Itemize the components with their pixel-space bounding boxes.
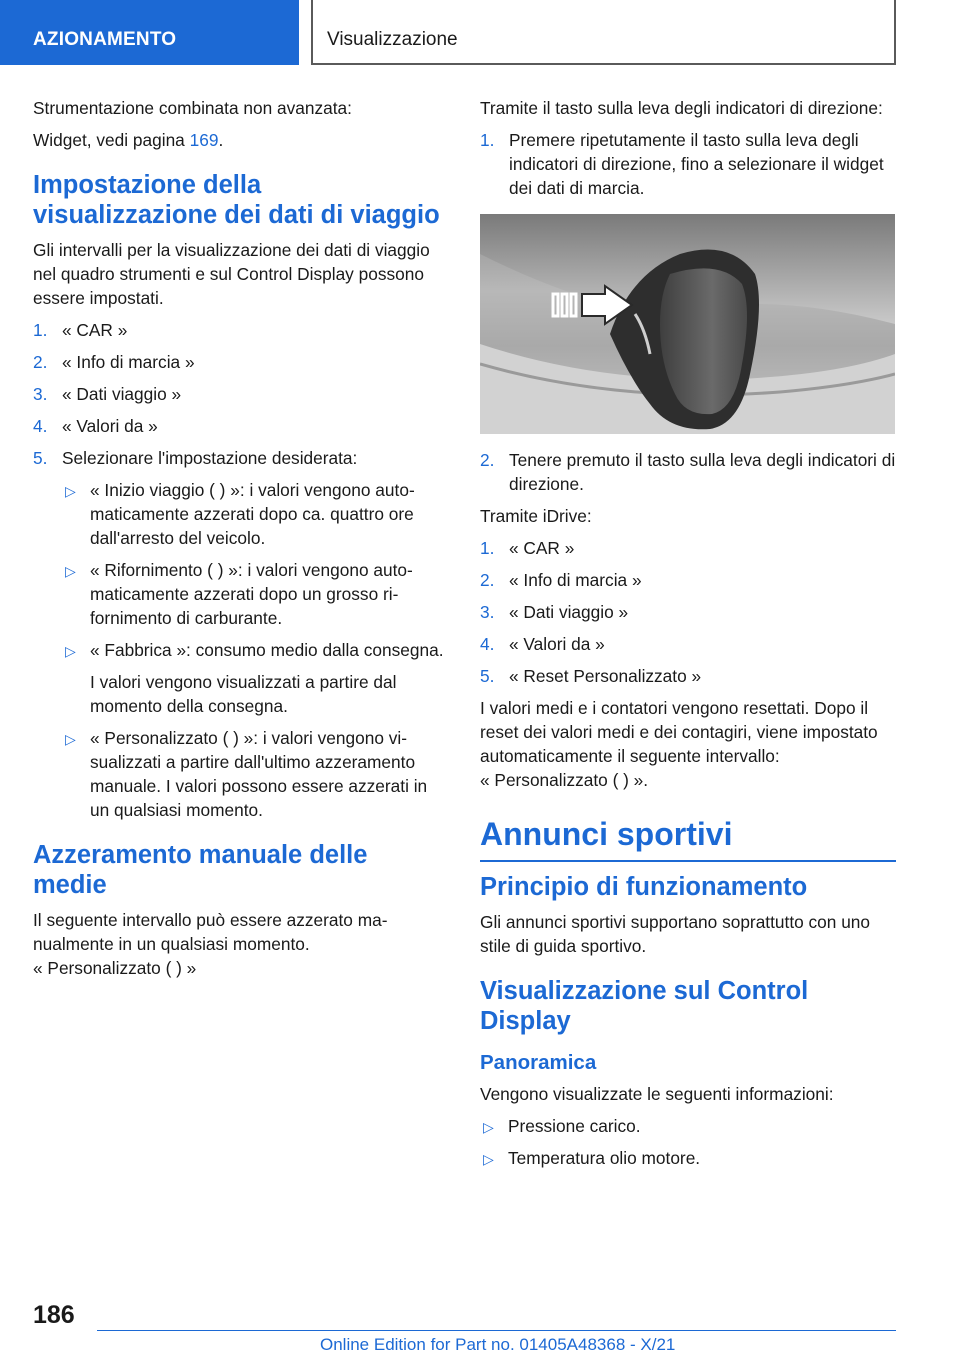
list-item xyxy=(33,446,448,822)
list-item xyxy=(480,536,896,560)
steps-list-lever xyxy=(480,128,896,200)
intro-line-2 xyxy=(33,128,448,152)
header-title: Visualizzazione xyxy=(327,29,458,50)
step-number: 1. xyxy=(33,320,48,340)
step-text: « Reset Personalizzato » xyxy=(509,666,702,686)
footer-edition-text: Online Edition for Part no. 01405A48368 - X/21 xyxy=(320,1335,676,1354)
triangle-bullet-icon: ▷ xyxy=(65,563,76,579)
list-item xyxy=(480,1114,896,1138)
page-reference-link[interactable]: 169 xyxy=(189,130,219,150)
list-item xyxy=(62,478,448,550)
paragraph-intervals: Gli intervalli per la visualizzazione dei dati di viaggio nel quadro strumenti e sul Control Display possono essere impostati. xyxy=(33,240,430,308)
list-item xyxy=(480,600,896,624)
paragraph-info-shown: Vengono visualizzate le seguenti informazioni: xyxy=(480,1084,834,1104)
intro-line-1: Strumentazione combinata non avanzata: xyxy=(33,98,352,118)
step-text: « Dati viaggio » xyxy=(509,602,629,622)
triangle-bullet-icon: ▷ xyxy=(65,643,76,659)
header-title-box xyxy=(311,0,896,65)
list-item xyxy=(33,382,448,406)
bullet-text: « Rifornimento ( ) »: i valori vengono automaticamente azzerati dopo un grosso rifornimento di carburante. xyxy=(90,560,413,628)
list-item xyxy=(480,632,896,656)
list-item xyxy=(33,414,448,438)
step-text: « CAR » xyxy=(509,538,575,558)
left-column xyxy=(33,96,448,980)
list-item xyxy=(480,568,896,592)
heading-overview: Panoramica xyxy=(480,1051,597,1074)
chapter-heading-sport-announcements: Annunci sportivi xyxy=(480,814,896,862)
header-section-label: AZIONAMENTO xyxy=(33,29,177,50)
triangle-bullet-icon: ▷ xyxy=(65,483,76,499)
paragraph-personalizzato: « Personalizzato ( ) » xyxy=(33,958,197,978)
lever-button-photo xyxy=(480,214,895,434)
bullet-text: « Personalizzato ( ) »: i valori vengono visualizzati a partire dall'ultimo azzeramento manuale. I valori possono essere azzerati in un qualsiasi momento. xyxy=(90,728,428,820)
list-item xyxy=(480,664,896,688)
step-text: « Valori da » xyxy=(62,416,158,436)
right-column xyxy=(480,96,896,1178)
triangle-bullet-icon: ▷ xyxy=(483,1119,494,1135)
list-item xyxy=(33,350,448,374)
step-text: « Dati viaggio » xyxy=(62,384,182,404)
paragraph-personalizzato-interval: « Personalizzato ( ) ». xyxy=(480,770,649,790)
step-number: 5. xyxy=(33,448,48,468)
info-bullet-list xyxy=(480,1114,896,1170)
bullet-text: « Fabbrica »: consumo medio dalla consegna. xyxy=(90,640,444,660)
step-number: 2. xyxy=(480,450,495,470)
triangle-bullet-icon: ▷ xyxy=(65,731,76,747)
list-item xyxy=(62,558,448,630)
list-item xyxy=(480,448,896,496)
paragraph-manual-reset: Il seguente intervallo può essere azzerato manualmente in un qualsiasi momento. xyxy=(33,910,388,954)
step-number: 3. xyxy=(33,384,48,404)
list-item xyxy=(33,318,448,342)
steps-list-left xyxy=(33,318,448,822)
page-number: 186 xyxy=(33,1301,75,1329)
step-number: 2. xyxy=(33,352,48,372)
paragraph-reset-result: I valori medi e i contatori vengono resettati. Dopo il reset dei valori medi e dei contagiri, viene impostato automaticamente il seguente intervallo: xyxy=(480,698,878,766)
step-text: « Valori da » xyxy=(509,634,605,654)
header-section-tab xyxy=(0,0,299,65)
step-text: Premere ripetutamente il tasto sulla leva degli indicatori di direzione, fino a selezionare il widget dei dati di marcia. xyxy=(509,130,884,198)
steps-list-lever-continued xyxy=(480,448,896,496)
options-bullet-list xyxy=(62,478,448,822)
paragraph-via-lever: Tramite il tasto sulla leva degli indicatori di direzione: xyxy=(480,98,883,118)
intro-line-2-text: Widget, vedi pagina xyxy=(33,130,190,150)
paragraph-operating-principle: Gli annunci sportivi supportano soprattutto con uno stile di guida sportivo. xyxy=(480,912,871,956)
list-item xyxy=(62,726,448,822)
step-number: 4. xyxy=(33,416,48,436)
footer-divider xyxy=(97,1330,896,1331)
bullet-text: Temperatura olio motore. xyxy=(508,1148,701,1168)
step-text: Tenere premuto il tasto sulla leva degli indicatori di direzione. xyxy=(509,450,896,494)
list-item xyxy=(480,1146,896,1170)
step-text: « Info di marcia » xyxy=(509,570,642,590)
step-number: 5. xyxy=(480,666,495,686)
bullet-text: Pressione carico. xyxy=(508,1116,641,1136)
intro-line-2-end: . xyxy=(218,130,224,150)
step-number: 4. xyxy=(480,634,495,654)
step-number: 2. xyxy=(480,570,495,590)
heading-operating-principle: Principio di funzionamento xyxy=(480,873,808,901)
triangle-bullet-icon: ▷ xyxy=(483,1151,494,1167)
heading-manual-reset: Azzeramento manuale delle medie xyxy=(33,841,368,899)
step-number: 3. xyxy=(480,602,495,622)
lever-illustration-svg xyxy=(480,214,895,434)
steps-list-idrive xyxy=(480,536,896,688)
step-number: 1. xyxy=(480,130,495,150)
step-text: « CAR » xyxy=(62,320,128,340)
heading-control-display: Visualizzazione sul Control Display xyxy=(480,977,809,1035)
heading-trip-data-setting: Impostazione della visualizzazione dei dati di viaggio xyxy=(33,171,440,229)
list-item xyxy=(62,638,448,718)
bullet-extra-text: I valori vengono visualizzati a partire dal momento della consegna. xyxy=(90,672,397,716)
list-item xyxy=(480,128,896,200)
bullet-text: « Inizio viaggio ( ) »: i valori vengono automaticamente azzerati dopo ca. quattro ore dall'arresto del veicolo. xyxy=(90,480,415,548)
step-number: 1. xyxy=(480,538,495,558)
step-text: Selezionare l'impostazione desiderata: xyxy=(62,448,358,468)
step-text: « Info di marcia » xyxy=(62,352,195,372)
paragraph-via-idrive: Tramite iDrive: xyxy=(480,506,592,526)
